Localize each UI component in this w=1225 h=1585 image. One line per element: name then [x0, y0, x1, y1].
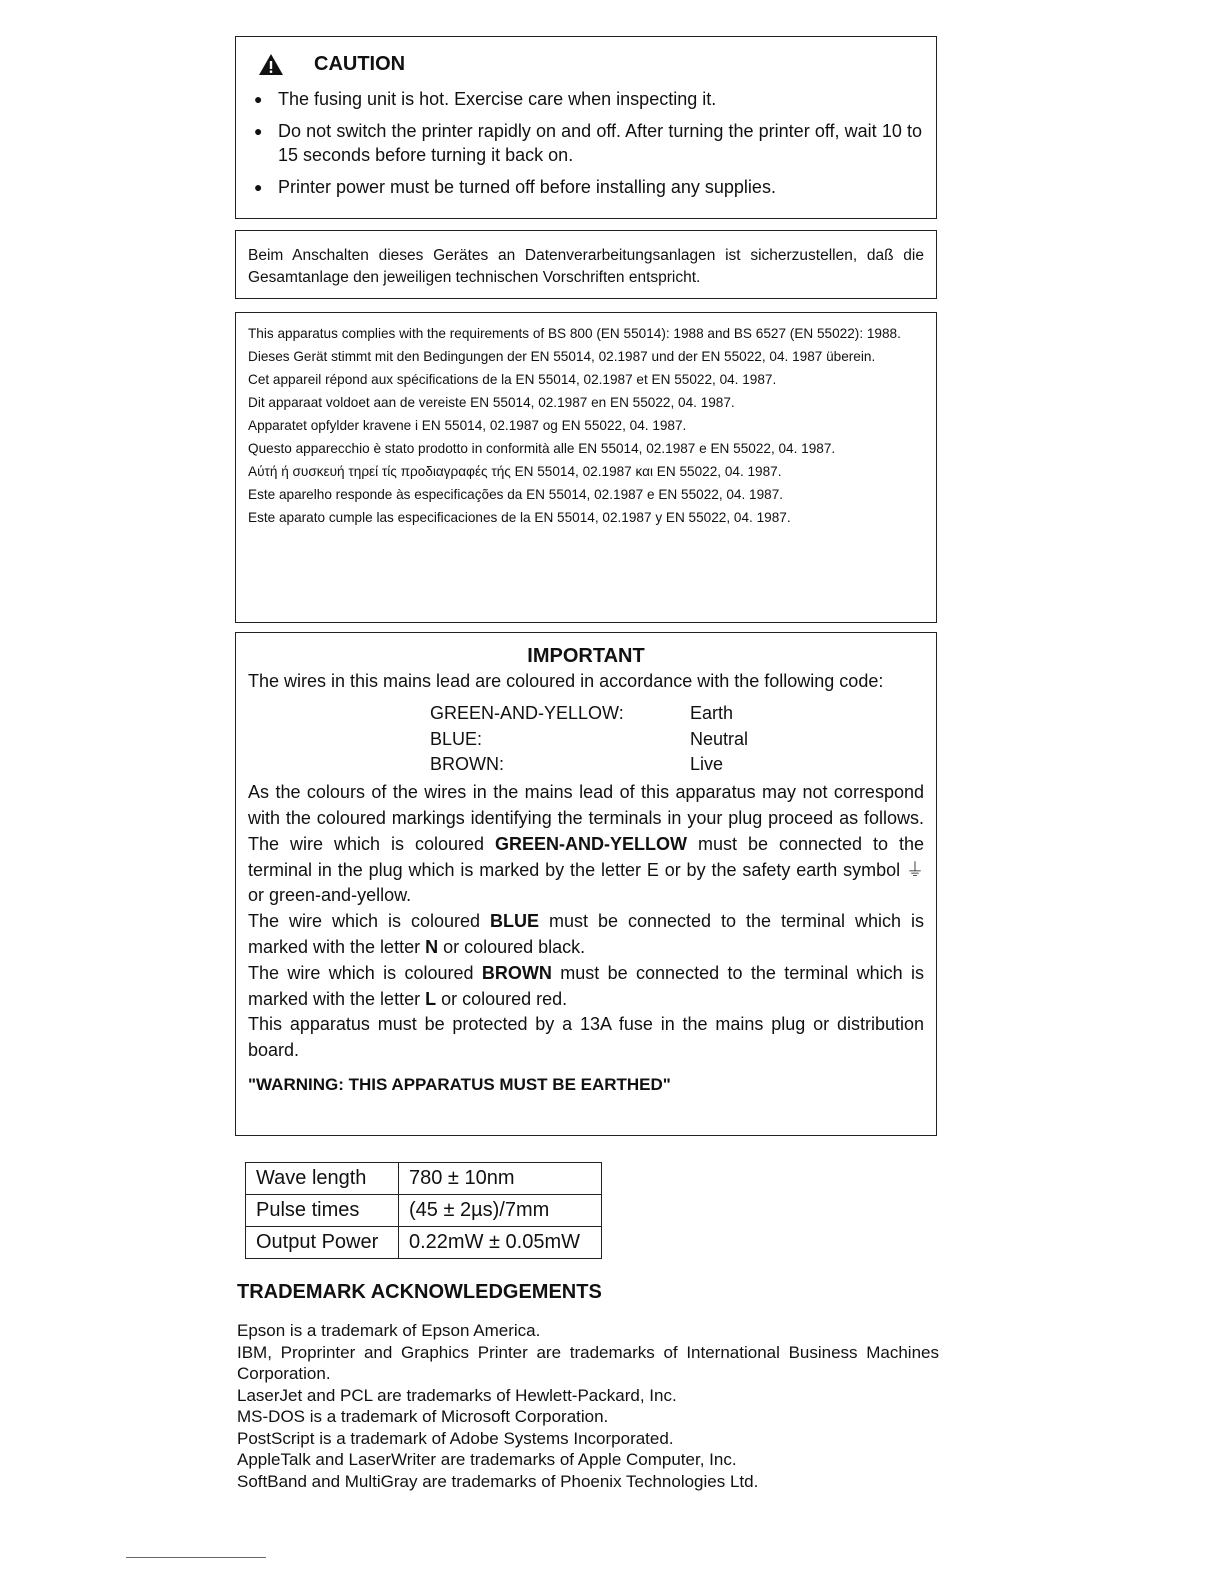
german-notice: Beim Anschalten dieses Gerätes an Datenverarbeitungsanlagen ist sicherzustellen, daß die Gesamtanlage den jeweiligen technischen Vorschriften entspricht.	[235, 230, 937, 299]
important-intro: The wires in this mains lead are coloured in accordance with the following code:	[248, 671, 884, 691]
trademarks-list	[237, 1320, 939, 1492]
earth-instruction: As the colours of the wires in the mains lead of this apparatus may not correspond with the coloured markings identifying the terminals in your plug proceed as follows. The wire which is coloured GREEN-AND-YELLOW must be connected to the terminal in the plug which is marked by the letter E or by the safety earth symbol ⏚ or green-and-yellow.	[248, 782, 924, 906]
trademark-line: SoftBand and MultiGray are trademarks of Phoenix Technologies Ltd.	[237, 1471, 759, 1491]
trademarks-heading: TRADEMARK ACKNOWLEDGEMENTS	[237, 1281, 602, 1303]
important-box	[235, 632, 937, 1136]
laser-spec-table	[245, 1162, 602, 1259]
compliance-box	[235, 312, 937, 623]
compliance-statement: Αύτή ή συσκευή τηρεί τίς προδιαγραφές τής EN 55014, 02.1987 και EN 55022, 04. 1987.	[248, 464, 782, 479]
trademark-line: LaserJet and PCL are trademarks of Hewlett-Packard, Inc.	[237, 1385, 677, 1405]
compliance-statement: Este aparelho responde às especificações da EN 55014, 02.1987 e EN 55022, 04. 1987.	[248, 487, 784, 502]
caution-title: CAUTION	[314, 52, 406, 75]
compliance-statement: Este aparato cumple las especificaciones de la EN 55014, 02.1987 y EN 55022, 04. 1987.	[248, 510, 791, 525]
fuse-instruction: This apparatus must be protected by a 13A fuse in the mains plug or distribution board.	[248, 1014, 924, 1061]
wire-code-row: BROWN: Live	[430, 754, 724, 775]
trademark-line: AppleTalk and LaserWriter are trademarks of Apple Computer, Inc.	[237, 1450, 737, 1469]
trademark-line: IBM, Proprinter and Graphics Printer are trademarks of International Business Machines Corporation.	[237, 1342, 939, 1383]
table-row: Pulse times (45 ± 2µs)/7mm	[246, 1195, 602, 1227]
caution-item: ● Do not switch the printer rapidly on and off. After turning the printer off, wait 10 to 15 seconds before turning it back on.	[254, 121, 922, 165]
important-title: IMPORTANT	[527, 645, 645, 667]
caution-heading	[258, 49, 922, 79]
wire-code-row: BLUE: Neutral	[430, 728, 749, 749]
table-row: Wave length 780 ± 10nm	[246, 1163, 602, 1195]
compliance-statement: Apparatet opfylder kravene i EN 55014, 02.1987 og EN 55022, 04. 1987.	[248, 418, 687, 433]
warning-triangle-icon	[258, 53, 284, 76]
live-instruction: The wire which is coloured BROWN must be connected to the terminal which is marked with the letter L or coloured red.	[248, 962, 924, 1009]
wire-code-list	[430, 701, 924, 778]
compliance-statement: Dit apparaat voldoet aan de vereiste EN 55014, 02.1987 en EN 55022, 04. 1987.	[248, 395, 735, 410]
trademark-line: PostScript is a trademark of Adobe Systems Incorporated.	[237, 1428, 674, 1448]
compliance-statement: Cet appareil répond aux spécifications de la EN 55014, 02.1987 et EN 55022, 04. 1987.	[248, 372, 777, 387]
trademark-line: Epson is a trademark of Epson America.	[237, 1321, 541, 1340]
wire-code-row: GREEN-AND-YELLOW: Earth	[430, 702, 734, 723]
trademark-line: MS-DOS is a trademark of Microsoft Corporation.	[237, 1407, 609, 1426]
table-row: Output Power 0.22mW ± 0.05mW	[246, 1227, 602, 1259]
caution-box	[235, 36, 937, 219]
caution-item: ● Printer power must be turned off before installing any supplies.	[254, 177, 776, 197]
earthing-warning: "WARNING: THIS APPARATUS MUST BE EARTHED"	[248, 1074, 671, 1094]
compliance-statement: Questo apparecchio è stato prodotto in conformità alle EN 55014, 02.1987 e EN 55022, 04. 1987.	[248, 441, 836, 456]
caution-item: ● The fusing unit is hot. Exercise care when inspecting it.	[254, 89, 717, 109]
compliance-statement: Dieses Gerät stimmt mit den Bedingungen der EN 55014, 02.1987 und der EN 55022, 04. 1987 überein.	[248, 349, 876, 364]
compliance-statement: This apparatus complies with the requirements of BS 800 (EN 55014): 1988 and BS 6527 (EN 55022): 1988.	[248, 326, 901, 341]
footnote-rule	[126, 1557, 266, 1558]
neutral-instruction: The wire which is coloured BLUE must be connected to the terminal which is marked with the letter N or coloured black.	[248, 911, 924, 957]
